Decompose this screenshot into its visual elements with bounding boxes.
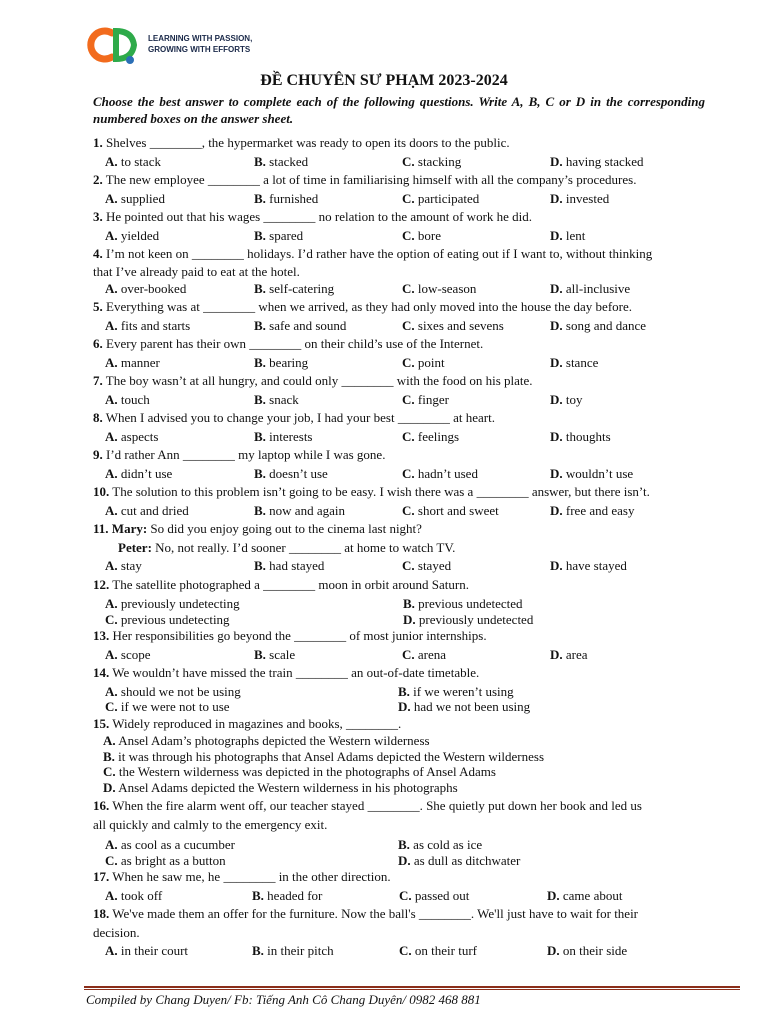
option-c: C. low-season: [402, 280, 477, 296]
question-12: 12. The satellite photographed a ________ moon in orbit around Saturn.: [93, 576, 469, 592]
option-c: C. feelings: [402, 428, 460, 444]
option-d: D. wouldn’t use: [550, 465, 634, 481]
question-text: When I advised you to change your job, I had your best ________ at heart.: [102, 410, 495, 425]
option-d: D. area: [550, 646, 588, 662]
question-text: Her responsibilities go beyond the ________ of most junior internships.: [109, 628, 487, 643]
question-15: 15. Widely reproduced in magazines and books, ________.: [93, 715, 402, 731]
option-c: C. stacking: [402, 153, 462, 169]
options-9: [93, 465, 713, 484]
question-text: We've made them an offer for the furniture. Now the ball's ________. We'll just have to wait for their: [109, 906, 639, 921]
option-a: A. touch: [105, 391, 150, 407]
option-c: C. on their turf: [399, 943, 477, 958]
footer-divider: [84, 986, 740, 988]
option-a: A. supplied: [105, 190, 165, 206]
option-b: B. now and again: [254, 502, 345, 518]
option-a: A. Ansel Adam’s photographs depicted the Western wilderness: [103, 733, 430, 748]
option-d: D. on their side: [547, 943, 628, 958]
question-18-continued: decision.: [93, 924, 140, 940]
question-1: [93, 134, 713, 153]
options-5: [93, 317, 713, 336]
option-a: A. scope: [105, 646, 151, 662]
option-c: C. the Western wilderness was depicted in the photographs of Ansel Adams: [103, 764, 496, 779]
option-a: A. took off: [105, 887, 163, 903]
option-b: B. previous undetected: [403, 596, 523, 611]
option-a: A. cut and dried: [105, 502, 189, 518]
option-d: D. previously undetected: [403, 611, 534, 627]
question-text: We wouldn’t have missed the train ________ an out-of-date timetable.: [109, 665, 480, 680]
option-c: C. stayed: [402, 558, 452, 573]
option-c: C. short and sweet: [402, 502, 499, 518]
question-14: 14. We wouldn’t have missed the train ________ an out-of-date timetable.: [93, 665, 480, 680]
options-7: [93, 391, 713, 410]
question-text: I’m not keen on ________ holidays. I’d rather have the option of eating out if I want to, without thinking: [102, 246, 653, 261]
logo-slogan-line2: GROWING WITH EFFORTS: [148, 45, 251, 54]
question-text: The solution to this problem isn’t going to be easy. I wish there was a ________ answer, but there isn’t.: [109, 484, 650, 499]
option-d: D. toy: [550, 391, 583, 407]
logo-slogan-line1: LEARNING WITH PASSION,: [148, 34, 253, 43]
option-b: B. spared: [254, 227, 304, 243]
page-title: ĐỀ CHUYÊN SƯ PHẠM 2023-2024: [260, 72, 508, 89]
options-12-row2: [93, 612, 713, 628]
option-d: D. stance: [550, 354, 599, 370]
question-text: When the fire alarm went off, our teacher stayed ________. She quietly put down her book and led us: [109, 798, 642, 813]
option-b: B. doesn’t use: [254, 465, 328, 481]
speaker-mary: Mary:: [111, 521, 148, 536]
option-a: A. aspects: [105, 428, 159, 444]
option-b: B. as cold as ice: [398, 837, 483, 852]
question-text: The boy wasn’t at all hungry, and could only ________ with the food on his plate.: [102, 373, 533, 388]
option-b: B. self-catering: [254, 280, 335, 296]
option-d: D. have stayed: [550, 558, 627, 573]
option-a: A. over-booked: [105, 280, 187, 296]
option-c: C. bore: [402, 227, 441, 243]
option-d: D. free and easy: [550, 502, 635, 518]
option-d: D. all-inclusive: [550, 280, 631, 296]
question-8: 8. When I advised you to change your job, I had your best ________ at heart.: [93, 410, 495, 425]
question-list: [93, 134, 713, 961]
question-11: 11. Mary: So did you enjoy going out to the cinema last night?: [93, 521, 422, 536]
option-d: D. song and dance: [550, 317, 647, 333]
options-10: [93, 502, 713, 521]
option-d: D. came about: [547, 887, 623, 903]
option-a: A. didn’t use: [105, 465, 173, 481]
question-2: 2. The new employee ________ a lot of time in familiarising himself with all the company’s procedures.: [93, 172, 637, 187]
option-b: B. furnished: [254, 190, 319, 206]
option-c: C. sixes and sevens: [402, 317, 504, 333]
option-b: B. snack: [254, 391, 299, 407]
option-a: A. previously undetecting: [105, 596, 240, 611]
question-16: 16. When the fire alarm went off, our teacher stayed ________. She quietly put down her book and led us: [93, 798, 642, 813]
question-9: 9. I’d rather Ann ________ my laptop while I was gone.: [93, 447, 386, 462]
option-a: A. as cool as a cucumber: [105, 837, 235, 852]
option-b: B. if we weren’t using: [398, 683, 514, 699]
footer-credit: Compiled by Chang Duyen/ Fb: Tiếng Anh Cô Chang Duyên/ 0982 468 881: [86, 992, 481, 1007]
options-13: [93, 646, 713, 665]
question-3: 3. He pointed out that his wages ________ no relation to the amount of work he did.: [93, 209, 533, 224]
option-d: D. Ansel Adams depicted the Western wilderness in his photographs: [103, 779, 458, 795]
option-b: B. safe and sound: [254, 317, 347, 333]
option-b: B. in their pitch: [252, 943, 334, 958]
option-b: B. it was through his photographs that Ansel Adams depicted the Western wilderness: [103, 748, 545, 764]
question-16-continued: all quickly and calmly to the emergency exit.: [93, 816, 328, 832]
option-d: D. lent: [550, 227, 586, 243]
question-text: Every parent has their own ________ on their child’s use of the Internet.: [102, 336, 484, 351]
option-a: A. fits and starts: [105, 317, 191, 333]
option-a: A. manner: [105, 354, 160, 370]
question-text: Everything was at ________ when we arrived, as they had only moved into the house the day before.: [102, 299, 632, 314]
options-2: [93, 190, 713, 209]
option-c: C. arena: [402, 646, 447, 662]
option-a: A. should we not be using: [105, 683, 241, 699]
logo-slogan: [148, 33, 252, 55]
question-text: So did you enjoy going out to the cinema last night?: [147, 521, 422, 536]
option-c: C. if we were not to use: [105, 699, 230, 714]
question-4-continued: that I’ve already paid to eat at the hotel.: [93, 263, 300, 279]
question-number: 1.: [93, 135, 103, 150]
instructions: Choose the best answer to complete each of the following questions. Write A, B, C or D in the corresponding numbered boxes on the answer sheet.: [93, 94, 705, 126]
option-b: B. scale: [254, 646, 296, 662]
option-c: C. passed out: [399, 887, 470, 903]
option-c: C. finger: [402, 391, 449, 407]
footer-divider-thin: [84, 989, 740, 990]
question-4: 4. I’m not keen on ________ holidays. I’d rather have the option of eating out if I want to, without thinking: [93, 246, 653, 261]
question-text: He pointed out that his wages ________ no relation to the amount of work he did.: [102, 209, 533, 224]
option-b: B. stacked: [254, 153, 309, 169]
option-b: B. interests: [254, 428, 313, 444]
options-15: [93, 733, 713, 795]
option-c: C. previous undetecting: [105, 611, 230, 627]
option-c: C. as bright as a button: [105, 852, 226, 868]
question-5: 5. Everything was at ________ when we arrived, as they had only moved into the house the day before.: [93, 299, 632, 314]
options-18: [93, 942, 713, 961]
options-14-row1: [93, 684, 713, 700]
options-17: [93, 887, 713, 906]
question-6: 6. Every parent has their own ________ on their child’s use of the Internet.: [93, 336, 484, 351]
option-d: D. thoughts: [550, 428, 611, 444]
options-3: [93, 227, 713, 246]
options-6: [93, 354, 713, 373]
option-d: D. having stacked: [550, 153, 644, 169]
question-18: 18. We've made them an offer for the furniture. Now the ball's ________. We'll just have to wait for their: [93, 906, 639, 921]
option-b: B. bearing: [254, 354, 309, 370]
question-text: Widely reproduced in magazines and books, ________.: [109, 715, 402, 731]
option-d: D. had we not been using: [398, 699, 531, 714]
option-d: D. as dull as ditchwater: [398, 852, 521, 868]
question-11-reply: Peter: No, not really. I’d sooner ________ at home to watch TV.: [118, 539, 456, 555]
option-a: A. in their court: [105, 943, 189, 958]
question-text: The satellite photographed a ________ moon in orbit around Saturn.: [109, 576, 469, 592]
options-12-row1: [93, 596, 713, 612]
question-17: 17. When he saw me, he ________ in the other direction.: [93, 869, 391, 884]
options-16-row2: [93, 853, 713, 869]
options-8: [93, 428, 713, 447]
options-11: [93, 557, 713, 576]
question-13: 13. Her responsibilities go beyond the ________ of most junior internships.: [93, 628, 487, 643]
option-c: C. hadn’t used: [402, 465, 478, 481]
options-14-row2: [93, 699, 713, 715]
options-16-row1: [93, 837, 713, 853]
question-text: Shelves ________, the hypermarket was ready to open its doors to the public.: [102, 135, 510, 150]
option-c: C. participated: [402, 190, 480, 206]
option-b: B. had stayed: [254, 558, 325, 573]
option-d: D. invested: [550, 190, 610, 206]
question-10: 10. The solution to this problem isn’t going to be easy. I wish there was a ________ answer, but there isn’t.: [93, 484, 650, 499]
options-1: [93, 153, 713, 172]
option-a: A. to stack: [105, 153, 161, 169]
option-c: C. point: [402, 354, 445, 370]
question-text: When he saw me, he ________ in the other direction.: [109, 869, 391, 884]
option-a: A. stay: [105, 558, 142, 573]
question-text: I’d rather Ann ________ my laptop while I was gone.: [102, 447, 386, 462]
options-4: [93, 280, 713, 299]
question-text: The new employee ________ a lot of time in familiarising himself with all the company’s procedures.: [102, 172, 637, 187]
option-a: A. yielded: [105, 227, 160, 243]
logo-mark-icon: [86, 24, 146, 68]
question-7: 7. The boy wasn’t at all hungry, and could only ________ with the food on his plate.: [93, 373, 533, 388]
speaker-peter: Peter:: [118, 539, 152, 555]
option-b: B. headed for: [252, 887, 323, 903]
